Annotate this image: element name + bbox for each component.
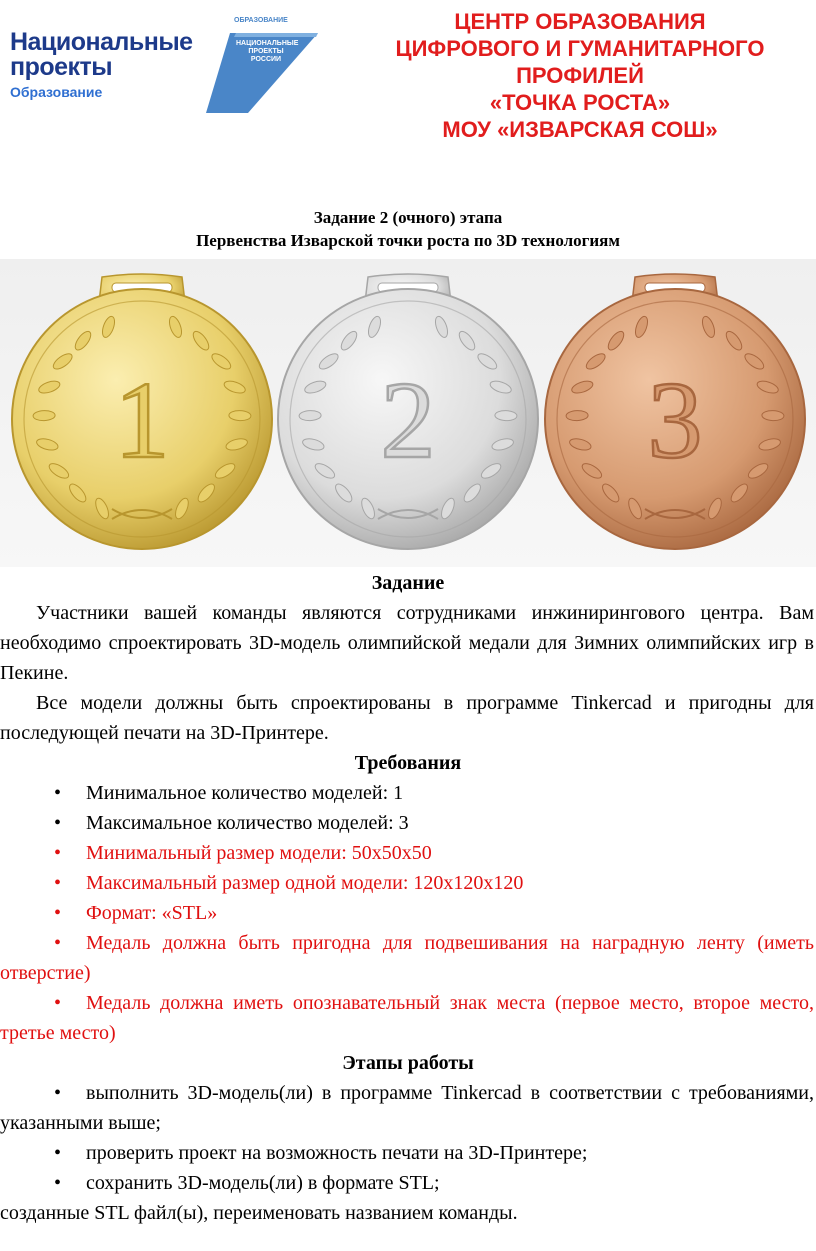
requirements-heading: Требования: [354, 752, 462, 774]
np-logo-line1: Национальные: [10, 28, 193, 56]
bullet-icon: •: [54, 782, 62, 804]
requirement-text: Максимальное количество моделей: 3: [86, 812, 409, 834]
center-title: [350, 8, 810, 143]
stage-item: [0, 1078, 816, 1138]
medal-number: 1: [114, 359, 170, 481]
laurel-leaf-icon: [762, 410, 784, 421]
national-projects-logo: [10, 30, 210, 100]
edu-logo-line: ПРОЕКТЫ: [248, 48, 284, 55]
page-header: [0, 0, 816, 150]
requirement-item: [0, 988, 816, 1048]
bullet-icon: •: [54, 812, 62, 834]
laurel-leaf-icon: [566, 410, 588, 421]
bullet-icon: •: [54, 1082, 62, 1104]
laurel-leaf-icon: [229, 410, 251, 421]
requirement-text: Минимальный размер модели: 50х50х50: [86, 842, 432, 864]
requirement-item: [0, 838, 816, 868]
medal-number: 3: [647, 359, 703, 481]
task-title-line1: Задание 2 (очного) этапа: [313, 208, 503, 227]
education-projects-logo: [200, 15, 330, 115]
requirement-item: [0, 868, 816, 898]
medals-image: [0, 259, 816, 567]
education-logo-shape-icon: [200, 15, 330, 115]
requirement-item: [0, 898, 816, 928]
np-logo-line2: проекты: [10, 53, 113, 81]
task-paragraph-2: Все модели должны быть спроектированы в программе Tinkercad и пригодны для последующей печати на 3D-Принтере.: [0, 692, 814, 744]
requirement-text: Формат: «STL»: [86, 902, 218, 924]
stage-text: сохранить 3D-модель(ли) в формате STL;: [86, 1172, 440, 1194]
edu-logo-line: НАЦИОНАЛЬНЫЕ: [236, 40, 299, 47]
edu-logo-lines: [236, 40, 299, 64]
task-title: [0, 206, 816, 252]
center-title-line: ЦЕНТР ОБРАЗОВАНИЯ: [454, 9, 706, 34]
requirement-text: Максимальный размер одной модели: 120х120х120: [86, 872, 524, 894]
center-title-line: «ТОЧКА РОСТА»: [489, 90, 671, 115]
center-title-line: МОУ «ИЗВАРСКАЯ СОШ»: [442, 117, 718, 142]
stage-item: [0, 1138, 816, 1168]
bullet-icon: •: [54, 932, 62, 954]
stages-final-text: созданные STL файл(ы), переименовать названием команды.: [0, 1202, 518, 1224]
requirement-text: Минимальное количество моделей: 1: [86, 782, 404, 804]
np-logo-sub: Образование: [10, 84, 103, 100]
medals-illustration: [0, 259, 816, 567]
laurel-leaf-icon: [299, 410, 321, 421]
requirement-item: [0, 808, 816, 838]
stages-heading: Этапы работы: [342, 1052, 474, 1074]
requirement-text: Медаль должна быть пригодна для подвешивания на наградную ленту (иметь отверстие): [0, 932, 814, 984]
bullet-icon: •: [54, 902, 62, 924]
bullet-icon: •: [54, 1142, 62, 1164]
task-paragraph-1: Участники вашей команды являются сотрудниками инжинирингового центра. Вам необходимо спроектировать 3D-модель олимпийской медали для Зимних олимпийских игр в Пекине.: [0, 602, 814, 684]
edu-logo-line: РОССИИ: [250, 56, 282, 63]
bullet-icon: •: [54, 842, 62, 864]
medal-number: 2: [380, 359, 436, 481]
stage-text: проверить проект на возможность печати на 3D-Принтере;: [86, 1142, 588, 1164]
task-heading: Задание: [371, 572, 445, 594]
laurel-leaf-icon: [33, 410, 55, 421]
medal-bronze: [545, 274, 805, 549]
bullet-icon: •: [54, 1172, 62, 1194]
stage-item: [0, 1168, 816, 1198]
center-title-line: ПРОФИЛЕЙ: [516, 63, 644, 88]
medal-silver: [278, 274, 538, 549]
laurel-leaf-icon: [495, 410, 517, 421]
requirement-item: [0, 778, 816, 808]
task-title-line2: Первенства Изварской точки роста по 3D технологиям: [196, 231, 620, 250]
medal-gold: [12, 274, 272, 549]
center-title-line: ЦИФРОВОГО И ГУМАНИТАРНОГО: [395, 36, 765, 61]
bullet-icon: •: [54, 872, 62, 894]
stage-text: выполнить 3D-модель(ли) в программе Tinkercad в соответствии с требованиями, указанными выше;: [0, 1082, 814, 1134]
requirement-text: Медаль должна иметь опознавательный знак места (первое место, второе место, третье место): [0, 992, 814, 1044]
requirement-item: [0, 928, 816, 988]
bullet-icon: •: [54, 992, 62, 1014]
edu-logo-top: ОБРАЗОВАНИЕ: [234, 17, 288, 24]
document-body: [0, 568, 816, 1228]
